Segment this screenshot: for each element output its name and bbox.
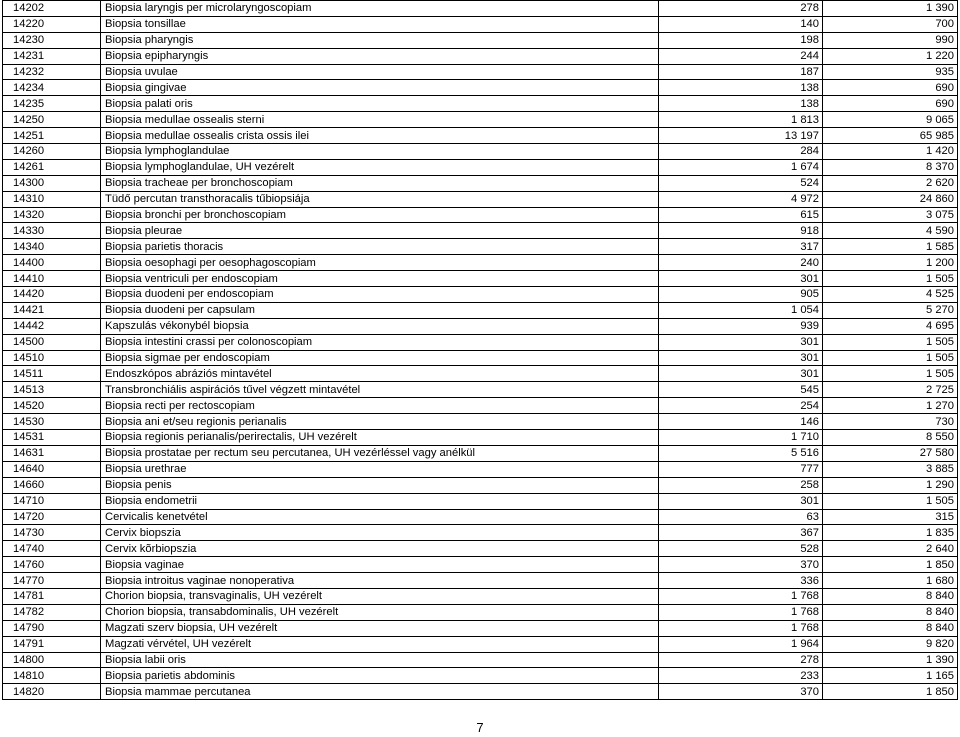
- total-value-cell: 1 200: [823, 255, 958, 271]
- point-value-cell: 905: [659, 287, 823, 303]
- procedure-code-cell: 14260: [3, 144, 101, 160]
- point-value-cell: 367: [659, 525, 823, 541]
- procedure-code-cell: 14202: [3, 1, 101, 17]
- total-value-cell: 5 270: [823, 302, 958, 318]
- total-value-cell: 8 840: [823, 588, 958, 604]
- total-value-cell: 1 850: [823, 557, 958, 573]
- procedure-name-cell: Endoszkópos abráziós mintavétel: [101, 366, 659, 382]
- total-value-cell: 8 840: [823, 604, 958, 620]
- procedure-name-cell: Transbronchiális aspirációs tűvel végzett mintavétel: [101, 382, 659, 398]
- point-value-cell: 13 197: [659, 128, 823, 144]
- procedure-name-cell: Biopsia ani et/seu regionis perianalis: [101, 414, 659, 430]
- point-value-cell: 528: [659, 541, 823, 557]
- procedure-name-cell: Biopsia vaginae: [101, 557, 659, 573]
- table-row: [3, 557, 958, 573]
- procedure-name-cell: Biopsia oesophagi per oesophagoscopiam: [101, 255, 659, 271]
- procedure-code-table-body: [3, 1, 958, 700]
- procedure-name-cell: Biopsia prostatae per rectum seu percutanea, UH vezérléssel vagy anélkül: [101, 445, 659, 461]
- table-row: [3, 1, 958, 17]
- table-row: [3, 239, 958, 255]
- total-value-cell: 1 850: [823, 684, 958, 700]
- table-row: [3, 334, 958, 350]
- procedure-code-cell: 14800: [3, 652, 101, 668]
- table-row: [3, 461, 958, 477]
- table-row: [3, 32, 958, 48]
- procedure-code-cell: 14511: [3, 366, 101, 382]
- procedure-code-cell: 14300: [3, 175, 101, 191]
- point-value-cell: 233: [659, 668, 823, 684]
- procedure-code-cell: 14330: [3, 223, 101, 239]
- procedure-name-cell: Chorion biopsia, transvaginalis, UH vezérelt: [101, 588, 659, 604]
- table-row: [3, 604, 958, 620]
- procedure-code-cell: 14770: [3, 573, 101, 589]
- total-value-cell: 65 985: [823, 128, 958, 144]
- procedure-code-cell: 14791: [3, 636, 101, 652]
- procedure-code-cell: 14231: [3, 48, 101, 64]
- procedure-name-cell: Biopsia sigmae per endoscopiam: [101, 350, 659, 366]
- procedure-name-cell: Biopsia labii oris: [101, 652, 659, 668]
- procedure-name-cell: Biopsia lymphoglandulae: [101, 144, 659, 160]
- total-value-cell: 1 505: [823, 366, 958, 382]
- procedure-name-cell: Biopsia intestini crassi per colonoscopiam: [101, 334, 659, 350]
- table-row: [3, 588, 958, 604]
- point-value-cell: 4 972: [659, 191, 823, 207]
- procedure-code-cell: 14631: [3, 445, 101, 461]
- procedure-code-cell: 14781: [3, 588, 101, 604]
- procedure-name-cell: Biopsia introitus vaginae nonoperativa: [101, 573, 659, 589]
- procedure-code-cell: 14310: [3, 191, 101, 207]
- procedure-code-cell: 14531: [3, 430, 101, 446]
- table-row: [3, 112, 958, 128]
- total-value-cell: 1 390: [823, 1, 958, 17]
- procedure-code-table: [2, 0, 958, 700]
- procedure-name-cell: Biopsia epipharyngis: [101, 48, 659, 64]
- point-value-cell: 140: [659, 16, 823, 32]
- procedure-code-cell: 14250: [3, 112, 101, 128]
- total-value-cell: 4 525: [823, 287, 958, 303]
- procedure-name-cell: Biopsia palati oris: [101, 96, 659, 112]
- point-value-cell: 918: [659, 223, 823, 239]
- point-value-cell: 370: [659, 557, 823, 573]
- table-row: [3, 636, 958, 652]
- point-value-cell: 1 674: [659, 159, 823, 175]
- point-value-cell: 278: [659, 652, 823, 668]
- total-value-cell: 8 370: [823, 159, 958, 175]
- total-value-cell: 1 505: [823, 493, 958, 509]
- procedure-name-cell: Cervix kõrbiopszia: [101, 541, 659, 557]
- procedure-code-cell: 14640: [3, 461, 101, 477]
- procedure-name-cell: Cervicalis kenetvétel: [101, 509, 659, 525]
- table-row: [3, 144, 958, 160]
- procedure-code-cell: 14420: [3, 287, 101, 303]
- table-row: [3, 128, 958, 144]
- procedure-name-cell: Biopsia tracheae per bronchoscopiam: [101, 175, 659, 191]
- total-value-cell: 27 580: [823, 445, 958, 461]
- point-value-cell: 146: [659, 414, 823, 430]
- point-value-cell: 138: [659, 96, 823, 112]
- procedure-code-cell: 14261: [3, 159, 101, 175]
- point-value-cell: 278: [659, 1, 823, 17]
- total-value-cell: 9 065: [823, 112, 958, 128]
- table-row: [3, 541, 958, 557]
- procedure-code-cell: 14340: [3, 239, 101, 255]
- table-row: [3, 96, 958, 112]
- procedure-name-cell: Magzati szerv biopsia, UH vezérelt: [101, 620, 659, 636]
- procedure-code-cell: 14740: [3, 541, 101, 557]
- point-value-cell: 1 768: [659, 620, 823, 636]
- point-value-cell: 1 054: [659, 302, 823, 318]
- total-value-cell: 1 585: [823, 239, 958, 255]
- table-row: [3, 350, 958, 366]
- procedure-code-cell: 14234: [3, 80, 101, 96]
- procedure-name-cell: Biopsia recti per rectoscopiam: [101, 398, 659, 414]
- total-value-cell: 4 590: [823, 223, 958, 239]
- table-row: [3, 16, 958, 32]
- procedure-code-cell: 14520: [3, 398, 101, 414]
- total-value-cell: 2 725: [823, 382, 958, 398]
- table-row: [3, 287, 958, 303]
- point-value-cell: 63: [659, 509, 823, 525]
- procedure-code-cell: 14513: [3, 382, 101, 398]
- point-value-cell: 1 768: [659, 588, 823, 604]
- procedure-code-cell: 14790: [3, 620, 101, 636]
- total-value-cell: 935: [823, 64, 958, 80]
- point-value-cell: 198: [659, 32, 823, 48]
- procedure-code-cell: 14660: [3, 477, 101, 493]
- table-row: [3, 255, 958, 271]
- procedure-code-cell: 14230: [3, 32, 101, 48]
- table-row: [3, 318, 958, 334]
- total-value-cell: 4 695: [823, 318, 958, 334]
- procedure-name-cell: Biopsia laryngis per microlaryngoscopiam: [101, 1, 659, 17]
- procedure-name-cell: Kapszulás vékonybél biopsia: [101, 318, 659, 334]
- total-value-cell: 8 550: [823, 430, 958, 446]
- procedure-code-cell: 14320: [3, 207, 101, 223]
- procedure-name-cell: Biopsia ventriculi per endoscopiam: [101, 271, 659, 287]
- total-value-cell: 1 165: [823, 668, 958, 684]
- total-value-cell: 1 390: [823, 652, 958, 668]
- table-row: [3, 48, 958, 64]
- table-row: [3, 366, 958, 382]
- table-row: [3, 684, 958, 700]
- table-row: [3, 271, 958, 287]
- table-row: [3, 668, 958, 684]
- table-row: [3, 175, 958, 191]
- procedure-code-cell: 14410: [3, 271, 101, 287]
- point-value-cell: 939: [659, 318, 823, 334]
- point-value-cell: 370: [659, 684, 823, 700]
- point-value-cell: 524: [659, 175, 823, 191]
- procedure-code-cell: 14442: [3, 318, 101, 334]
- table-row: [3, 223, 958, 239]
- total-value-cell: 990: [823, 32, 958, 48]
- procedure-code-cell: 14500: [3, 334, 101, 350]
- point-value-cell: 301: [659, 493, 823, 509]
- total-value-cell: 9 820: [823, 636, 958, 652]
- total-value-cell: 1 505: [823, 271, 958, 287]
- table-row: [3, 207, 958, 223]
- point-value-cell: 284: [659, 144, 823, 160]
- point-value-cell: 317: [659, 239, 823, 255]
- point-value-cell: 301: [659, 271, 823, 287]
- procedure-name-cell: Biopsia parietis thoracis: [101, 239, 659, 255]
- procedure-name-cell: Biopsia lymphoglandulae, UH vezérelt: [101, 159, 659, 175]
- table-row: [3, 525, 958, 541]
- procedure-code-cell: 14400: [3, 255, 101, 271]
- procedure-name-cell: Chorion biopsia, transabdominalis, UH vezérelt: [101, 604, 659, 620]
- procedure-name-cell: Biopsia mammae percutanea: [101, 684, 659, 700]
- point-value-cell: 244: [659, 48, 823, 64]
- procedure-code-cell: 14530: [3, 414, 101, 430]
- point-value-cell: 254: [659, 398, 823, 414]
- total-value-cell: 24 860: [823, 191, 958, 207]
- table-row: [3, 573, 958, 589]
- table-row: [3, 398, 958, 414]
- procedure-name-cell: Cervix biopszia: [101, 525, 659, 541]
- procedure-name-cell: Biopsia endometrii: [101, 493, 659, 509]
- procedure-code-cell: 14421: [3, 302, 101, 318]
- procedure-code-cell: 14730: [3, 525, 101, 541]
- total-value-cell: 3 885: [823, 461, 958, 477]
- total-value-cell: 1 505: [823, 350, 958, 366]
- procedure-name-cell: Biopsia tonsillae: [101, 16, 659, 32]
- procedure-code-cell: 14760: [3, 557, 101, 573]
- procedure-name-cell: Biopsia regionis perianalis/perirectalis, UH vezérelt: [101, 430, 659, 446]
- table-row: [3, 302, 958, 318]
- procedure-name-cell: Biopsia pleurae: [101, 223, 659, 239]
- procedure-name-cell: Biopsia urethrae: [101, 461, 659, 477]
- point-value-cell: 187: [659, 64, 823, 80]
- total-value-cell: 690: [823, 80, 958, 96]
- table-row: [3, 652, 958, 668]
- point-value-cell: 336: [659, 573, 823, 589]
- table-row: [3, 80, 958, 96]
- table-row: [3, 493, 958, 509]
- procedure-name-cell: Biopsia duodeni per endoscopiam: [101, 287, 659, 303]
- point-value-cell: 138: [659, 80, 823, 96]
- total-value-cell: 700: [823, 16, 958, 32]
- procedure-code-cell: 14232: [3, 64, 101, 80]
- table-row: [3, 430, 958, 446]
- total-value-cell: 1 835: [823, 525, 958, 541]
- total-value-cell: 1 680: [823, 573, 958, 589]
- table-row: [3, 159, 958, 175]
- point-value-cell: 1 964: [659, 636, 823, 652]
- total-value-cell: 1 290: [823, 477, 958, 493]
- table-row: [3, 64, 958, 80]
- procedure-name-cell: Biopsia bronchi per bronchoscopiam: [101, 207, 659, 223]
- table-row: [3, 382, 958, 398]
- total-value-cell: 3 075: [823, 207, 958, 223]
- procedure-code-cell: 14720: [3, 509, 101, 525]
- point-value-cell: 240: [659, 255, 823, 271]
- point-value-cell: 301: [659, 334, 823, 350]
- procedure-name-cell: Biopsia penis: [101, 477, 659, 493]
- total-value-cell: 315: [823, 509, 958, 525]
- point-value-cell: 301: [659, 350, 823, 366]
- page-number: 7: [476, 720, 484, 735]
- procedure-code-cell: 14235: [3, 96, 101, 112]
- table-row: [3, 191, 958, 207]
- procedure-name-cell: Biopsia duodeni per capsulam: [101, 302, 659, 318]
- total-value-cell: 8 840: [823, 620, 958, 636]
- table-row: [3, 445, 958, 461]
- table-row: [3, 477, 958, 493]
- procedure-name-cell: Biopsia uvulae: [101, 64, 659, 80]
- table-row: [3, 620, 958, 636]
- procedure-name-cell: Biopsia medullae ossealis crista ossis ilei: [101, 128, 659, 144]
- procedure-code-cell: 14820: [3, 684, 101, 700]
- procedure-code-cell: 14251: [3, 128, 101, 144]
- total-value-cell: 1 270: [823, 398, 958, 414]
- point-value-cell: 1 710: [659, 430, 823, 446]
- procedure-name-cell: Biopsia gingivae: [101, 80, 659, 96]
- procedure-name-cell: Magzati vérvétel, UH vezérelt: [101, 636, 659, 652]
- table-row: [3, 509, 958, 525]
- point-value-cell: 258: [659, 477, 823, 493]
- total-value-cell: 1 505: [823, 334, 958, 350]
- point-value-cell: 545: [659, 382, 823, 398]
- total-value-cell: 2 640: [823, 541, 958, 557]
- point-value-cell: 1 768: [659, 604, 823, 620]
- point-value-cell: 5 516: [659, 445, 823, 461]
- point-value-cell: 1 813: [659, 112, 823, 128]
- total-value-cell: 1 420: [823, 144, 958, 160]
- procedure-code-cell: 14810: [3, 668, 101, 684]
- procedure-code-cell: 14710: [3, 493, 101, 509]
- point-value-cell: 301: [659, 366, 823, 382]
- procedure-name-cell: Biopsia pharyngis: [101, 32, 659, 48]
- point-value-cell: 615: [659, 207, 823, 223]
- total-value-cell: 2 620: [823, 175, 958, 191]
- procedure-code-cell: 14220: [3, 16, 101, 32]
- point-value-cell: 777: [659, 461, 823, 477]
- procedure-name-cell: Tüdő percutan transthoracalis tűbiopsiája: [101, 191, 659, 207]
- total-value-cell: 730: [823, 414, 958, 430]
- total-value-cell: 1 220: [823, 48, 958, 64]
- procedure-name-cell: Biopsia parietis abdominis: [101, 668, 659, 684]
- procedure-code-cell: 14782: [3, 604, 101, 620]
- table-row: [3, 414, 958, 430]
- total-value-cell: 690: [823, 96, 958, 112]
- procedure-code-cell: 14510: [3, 350, 101, 366]
- procedure-name-cell: Biopsia medullae ossealis sterni: [101, 112, 659, 128]
